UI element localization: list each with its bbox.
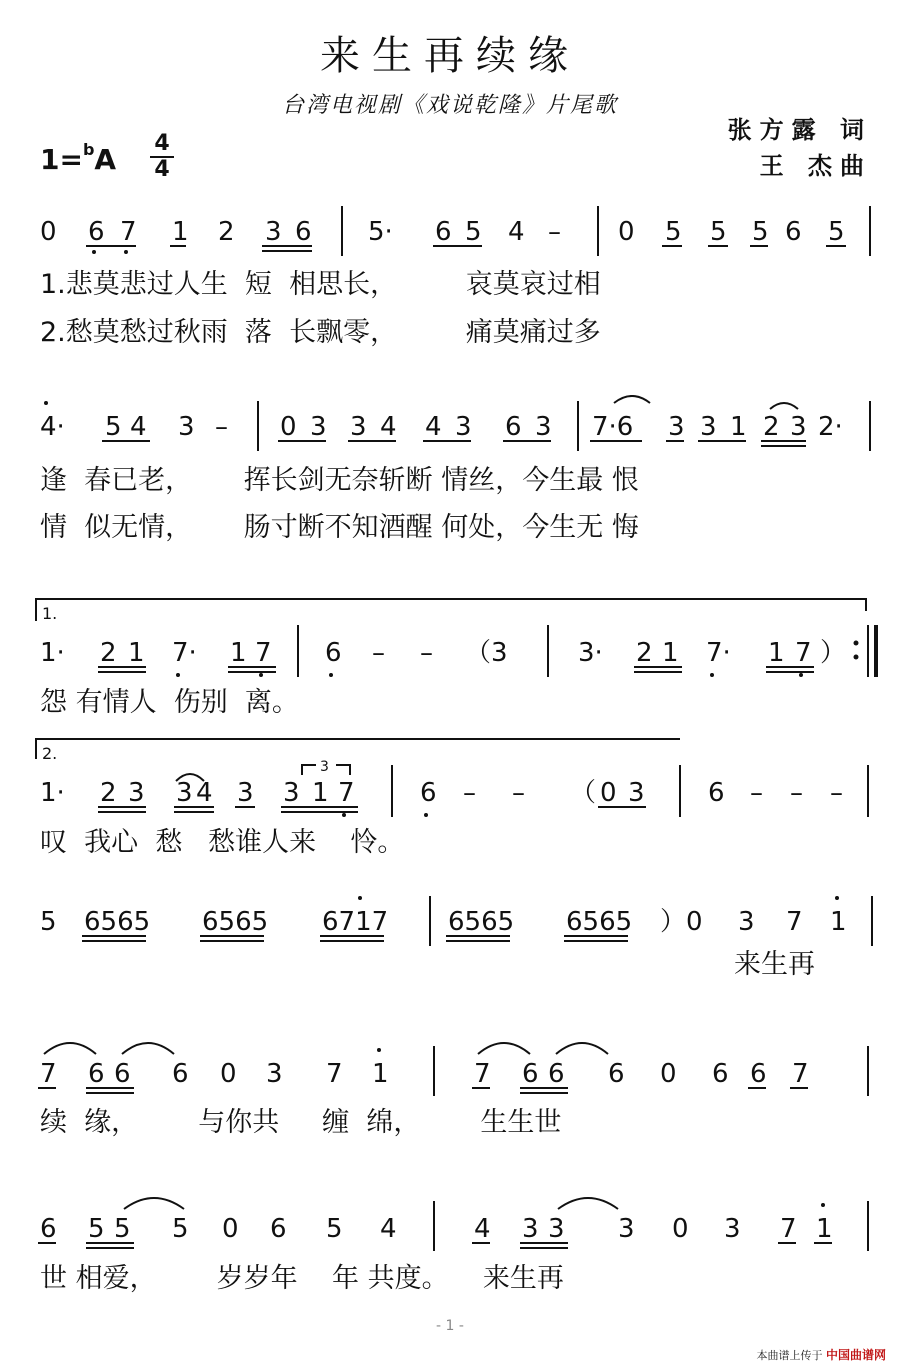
source-brand-logo: 中国曲谱网 — [825, 1348, 886, 1362]
svg-text:6565: 6565 — [566, 907, 633, 937]
svg-text:6: 6 — [712, 1059, 729, 1089]
svg-text:5: 5 — [326, 1214, 343, 1244]
svg-text:1: 1 — [128, 638, 145, 668]
svg-text:7·: 7· — [172, 638, 197, 668]
svg-text:–: – — [830, 778, 843, 808]
svg-text:2: 2 — [636, 638, 653, 668]
svg-text:6: 6 — [750, 1059, 767, 1089]
lyric-line-2-verse-1: 逢 春已老， 挥长剑无奈斩断 情丝，今生最 恨 — [40, 465, 639, 496]
svg-text:7: 7 — [120, 217, 137, 247]
svg-text:0: 0 — [280, 412, 297, 442]
svg-text:3: 3 — [790, 412, 807, 442]
svg-text:1·: 1· — [40, 778, 65, 808]
svg-text:5: 5 — [88, 1214, 105, 1244]
svg-text:4·: 4· — [40, 412, 65, 442]
svg-text:6565: 6565 — [448, 907, 515, 937]
svg-text:3: 3 — [618, 1214, 635, 1244]
svg-text:0: 0 — [220, 1059, 237, 1089]
svg-text:6: 6 — [785, 217, 802, 247]
svg-text:2: 2 — [218, 217, 235, 247]
svg-text:1: 1 — [730, 412, 747, 442]
page-number: - 1 - — [436, 1318, 464, 1334]
svg-text:7: 7 — [326, 1059, 343, 1089]
svg-text:）: ） — [820, 638, 847, 668]
composer-credit: 王 杰曲 — [759, 151, 872, 180]
notation-row-1 — [0, 200, 900, 260]
svg-text:5: 5 — [40, 907, 57, 937]
svg-text:7: 7 — [40, 1059, 57, 1089]
svg-text:3: 3 — [350, 412, 367, 442]
source-credit — [756, 1346, 886, 1363]
svg-text:–: – — [548, 217, 561, 247]
svg-text:0: 0 — [600, 778, 617, 808]
svg-text:6: 6 — [708, 778, 725, 808]
svg-text:3: 3 — [668, 412, 685, 442]
svg-text:–: – — [512, 778, 525, 808]
svg-text:–: – — [463, 778, 476, 808]
lyric-line-1-verse-2: 2.愁莫愁过秋雨 落 长飘零， 痛莫痛过多 — [40, 317, 601, 348]
svg-text:6: 6 — [88, 217, 105, 247]
svg-text:3: 3 — [266, 1059, 283, 1089]
svg-text:3: 3 — [738, 907, 755, 937]
song-subtitle: 台湾电视剧《戏说乾隆》片尾歌 — [281, 93, 618, 118]
svg-text:（: （ — [570, 778, 597, 808]
svg-text:5·: 5· — [368, 217, 393, 247]
svg-text:0: 0 — [672, 1214, 689, 1244]
svg-text:–: – — [790, 778, 803, 808]
svg-text:7·6: 7·6 — [592, 412, 634, 442]
svg-text:3: 3 — [455, 412, 472, 442]
svg-text:1: 1 — [662, 638, 679, 668]
svg-text:1: 1 — [230, 638, 247, 668]
svg-text:3·: 3· — [578, 638, 603, 668]
notation-row-5 — [0, 890, 900, 950]
svg-text:6: 6 — [548, 1059, 565, 1089]
lyric-line-2-verse-2: 情 似无情， 肠寸断不知酒醒 何处，今生无 悔 — [40, 512, 639, 543]
key-signature: 1=$^b$A — [40, 140, 117, 176]
svg-text:6565: 6565 — [202, 907, 269, 937]
svg-text:7: 7 — [792, 1059, 809, 1089]
svg-text:2: 2 — [100, 638, 117, 668]
svg-text:3: 3 — [283, 778, 300, 808]
svg-text:4: 4 — [425, 412, 442, 442]
svg-text:0: 0 — [618, 217, 635, 247]
volta-1-label: 1. — [42, 604, 58, 623]
svg-text:5: 5 — [105, 412, 122, 442]
svg-text:6: 6 — [522, 1059, 539, 1089]
time-signature: 4 4 — [148, 132, 176, 182]
svg-text:4: 4 — [196, 778, 213, 808]
lyric-line-4: 叹 我心 愁 愁谁人来 怜。 — [40, 827, 405, 858]
svg-text:7: 7 — [786, 907, 803, 937]
svg-text:3: 3 — [128, 778, 145, 808]
svg-text:（3: （3 — [465, 638, 508, 668]
svg-text:7: 7 — [795, 638, 812, 668]
svg-text:5: 5 — [665, 217, 682, 247]
svg-text:7: 7 — [255, 638, 272, 668]
svg-text:6: 6 — [88, 1059, 105, 1089]
svg-text:3: 3 — [535, 412, 552, 442]
svg-text:1: 1 — [372, 1059, 389, 1089]
svg-text:5: 5 — [465, 217, 482, 247]
song-title: 来生再续缘 — [320, 33, 580, 79]
svg-text:3: 3 — [178, 412, 195, 442]
svg-text:4: 4 — [380, 1214, 397, 1244]
svg-text:6: 6 — [608, 1059, 625, 1089]
svg-text:6: 6 — [270, 1214, 287, 1244]
svg-text:5: 5 — [172, 1214, 189, 1244]
notation-row-4 — [0, 735, 900, 825]
svg-text:1: 1 — [312, 778, 329, 808]
lyric-line-7: 世 相爱， 岁岁年 年 共度。 来生再 — [40, 1263, 564, 1294]
svg-text:7·: 7· — [706, 638, 731, 668]
svg-text:6: 6 — [114, 1059, 131, 1089]
svg-text:1: 1 — [816, 1214, 833, 1244]
notation-row-2 — [0, 395, 900, 455]
svg-text:2: 2 — [763, 412, 780, 442]
svg-text:6: 6 — [325, 638, 342, 668]
lyric-line-6: 续 缘， 与你共 缠 绵， 生生世 — [40, 1107, 562, 1138]
notation-row-6 — [0, 1030, 900, 1100]
svg-text:6: 6 — [435, 217, 452, 247]
svg-text:3: 3 — [724, 1214, 741, 1244]
svg-text:6: 6 — [295, 217, 312, 247]
lyricist-credit: 张方露 词 — [727, 115, 872, 144]
lyric-line-3: 怨 有情人 伤别 离。 — [40, 687, 299, 718]
svg-text:4: 4 — [474, 1214, 491, 1244]
svg-text:3: 3 — [176, 778, 193, 808]
svg-text:5: 5 — [710, 217, 727, 247]
svg-text:4: 4 — [508, 217, 525, 247]
svg-text:–: – — [215, 412, 228, 442]
svg-text:3: 3 — [628, 778, 645, 808]
svg-text:1: 1 — [830, 907, 847, 937]
svg-text:7: 7 — [338, 778, 355, 808]
triplet-mark: 3 — [320, 759, 329, 775]
svg-text:1: 1 — [768, 638, 785, 668]
svg-text:3: 3 — [522, 1214, 539, 1244]
svg-text:–: – — [372, 638, 385, 668]
svg-text:0: 0 — [222, 1214, 239, 1244]
volta-2-label: 2. — [42, 744, 58, 763]
svg-text:1: 1 — [172, 217, 189, 247]
svg-text:1·: 1· — [40, 638, 65, 668]
svg-text:6: 6 — [40, 1214, 57, 1244]
svg-text:–: – — [750, 778, 763, 808]
lyric-line-1-verse-1: 1.悲莫悲过人生 短 相思长， 哀莫哀过相 — [40, 269, 601, 300]
svg-text:4: 4 — [130, 412, 147, 442]
notation-row-7 — [0, 1185, 900, 1255]
svg-text:5: 5 — [828, 217, 845, 247]
svg-text:6: 6 — [420, 778, 437, 808]
svg-text:3: 3 — [548, 1214, 565, 1244]
lyric-line-5: 来生再 — [734, 949, 815, 980]
svg-text:5: 5 — [752, 217, 769, 247]
svg-text:2: 2 — [100, 778, 117, 808]
svg-text:3: 3 — [237, 778, 254, 808]
svg-text:5: 5 — [114, 1214, 131, 1244]
svg-text:–: – — [420, 638, 433, 668]
svg-text:3: 3 — [310, 412, 327, 442]
svg-text:3: 3 — [265, 217, 282, 247]
svg-text:2·: 2· — [818, 412, 843, 442]
svg-text:6: 6 — [505, 412, 522, 442]
svg-text:7: 7 — [780, 1214, 797, 1244]
svg-text:7: 7 — [474, 1059, 491, 1089]
svg-text:0: 0 — [40, 217, 57, 247]
svg-text:4: 4 — [380, 412, 397, 442]
svg-text:6565: 6565 — [84, 907, 151, 937]
notation-row-3 — [0, 595, 900, 685]
source-text: 本曲谱上传于 — [756, 1349, 823, 1362]
svg-text:）0: ）0 — [660, 907, 703, 937]
svg-text:6717: 6717 — [322, 907, 389, 937]
svg-text:6: 6 — [172, 1059, 189, 1089]
svg-text:3: 3 — [700, 412, 717, 442]
svg-text:0: 0 — [660, 1059, 677, 1089]
